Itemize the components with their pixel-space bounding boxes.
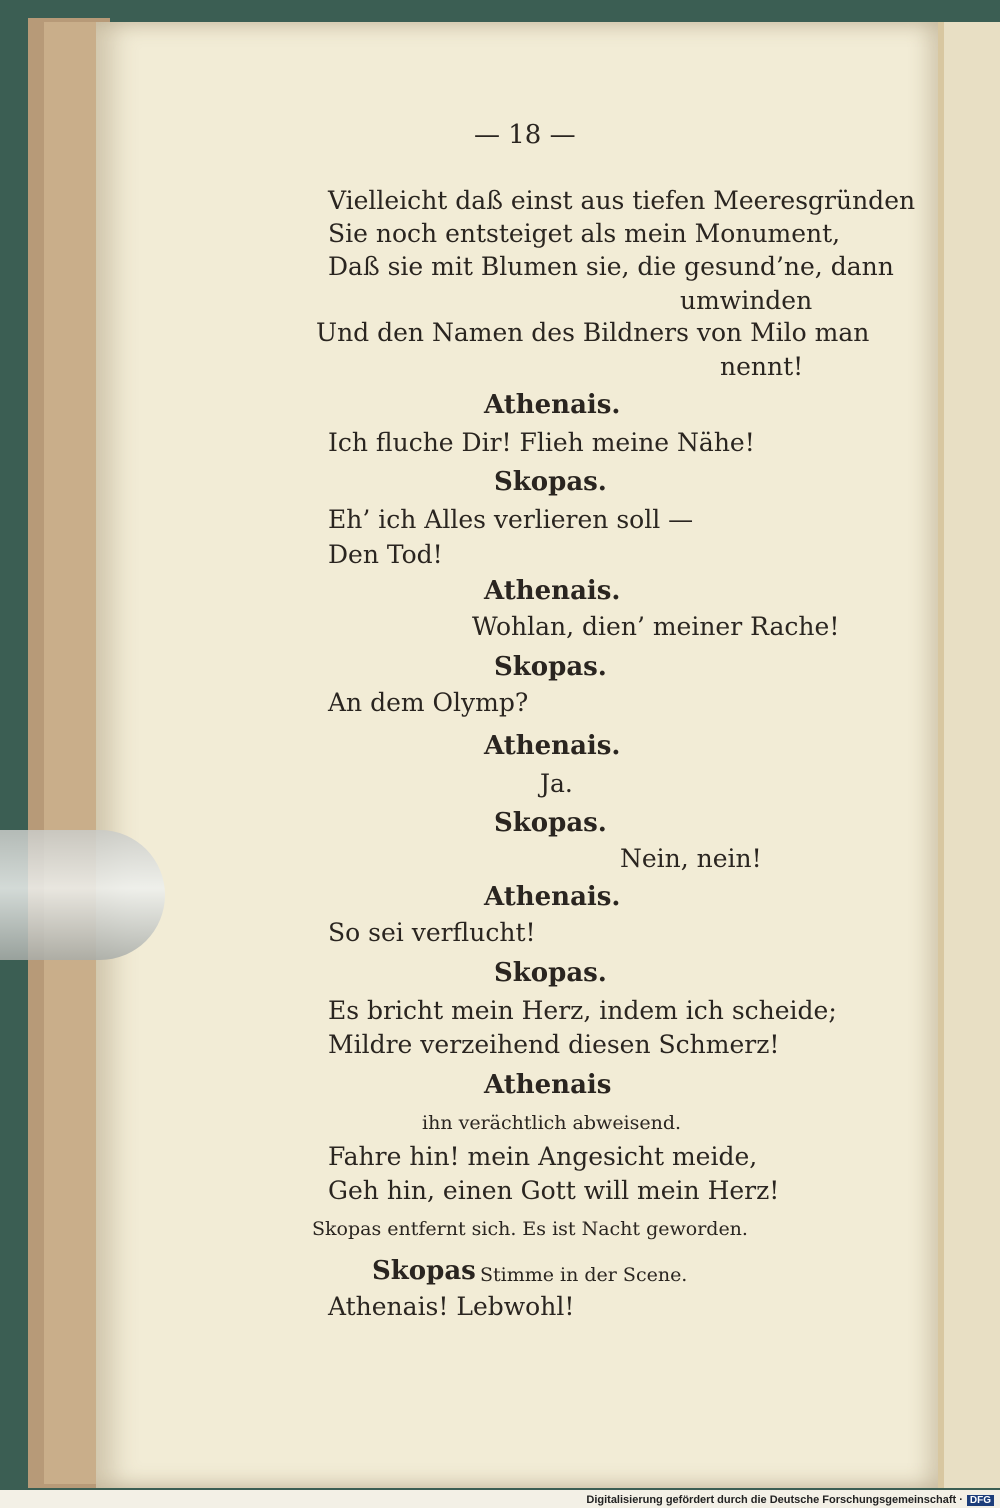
verse-line: So sei verflucht! <box>328 918 536 947</box>
dfg-logo: DFG <box>967 1495 994 1506</box>
verse-line: Vielleicht daß einst aus tiefen Meeresgründen <box>328 186 916 215</box>
verse-line: Den Tod! <box>328 540 443 569</box>
speaker-name: Skopas. <box>494 958 607 988</box>
verse-line: Ich fluche Dir! Flieh meine Nähe! <box>328 428 755 457</box>
speaker-name: Skopas. <box>494 652 607 682</box>
verse-line: Ja. <box>540 769 573 798</box>
speaker-name: Athenais. <box>484 882 621 912</box>
page-number: — 18 — <box>474 120 576 150</box>
verse-line: Fahre hin! mein Angesicht meide, <box>328 1142 758 1171</box>
verse-line: Mildre verzeihend diesen Schmerz! <box>328 1030 780 1059</box>
verse-line: nennt! <box>720 352 804 381</box>
verse-line: Eh’ ich Alles verlieren soll — <box>328 505 694 534</box>
speaker-name: Skopas. <box>494 467 607 497</box>
stage-direction: Skopas entfernt sich. Es ist Nacht geworden. <box>312 1218 748 1240</box>
verse-line: Es bricht mein Herz, indem ich scheide; <box>328 996 837 1025</box>
speaker-name: Skopas. <box>494 808 607 838</box>
verse-line: Wohlan, dien’ meiner Rache! <box>472 612 840 641</box>
next-page-edge <box>938 22 1000 1488</box>
book-page <box>96 22 938 1488</box>
speaker-name: Athenais. <box>484 390 621 420</box>
speaker-name: Athenais. <box>484 731 621 761</box>
verse-line: Geh hin, einen Gott will mein Herz! <box>328 1176 780 1205</box>
page-clip <box>0 830 165 960</box>
verse-line: Daß sie mit Blumen sie, die gesund’ne, dann <box>328 252 894 281</box>
speaker-name: Skopas <box>372 1256 476 1286</box>
book-cover-inner <box>44 22 104 1484</box>
credit-text: Digitalisierung gefördert durch die Deutsche Forschungsgemeinschaft · <box>586 1494 963 1506</box>
verse-line: Athenais! Lebwohl! <box>328 1292 575 1321</box>
verse-line: An dem Olymp? <box>328 688 529 717</box>
digitization-credit <box>586 1494 994 1506</box>
verse-line: umwinden <box>680 286 813 315</box>
stage-direction: Stimme in der Scene. <box>480 1264 688 1286</box>
stage-direction: ihn verächtlich abweisend. <box>422 1112 682 1134</box>
speaker-name: Athenais. <box>484 576 621 606</box>
verse-line: Und den Namen des Bildners von Milo man <box>316 318 870 347</box>
verse-line: Nein, nein! <box>620 844 762 873</box>
speaker-name: Athenais <box>484 1070 612 1100</box>
verse-line: Sie noch entsteiget als mein Monument, <box>328 219 841 248</box>
